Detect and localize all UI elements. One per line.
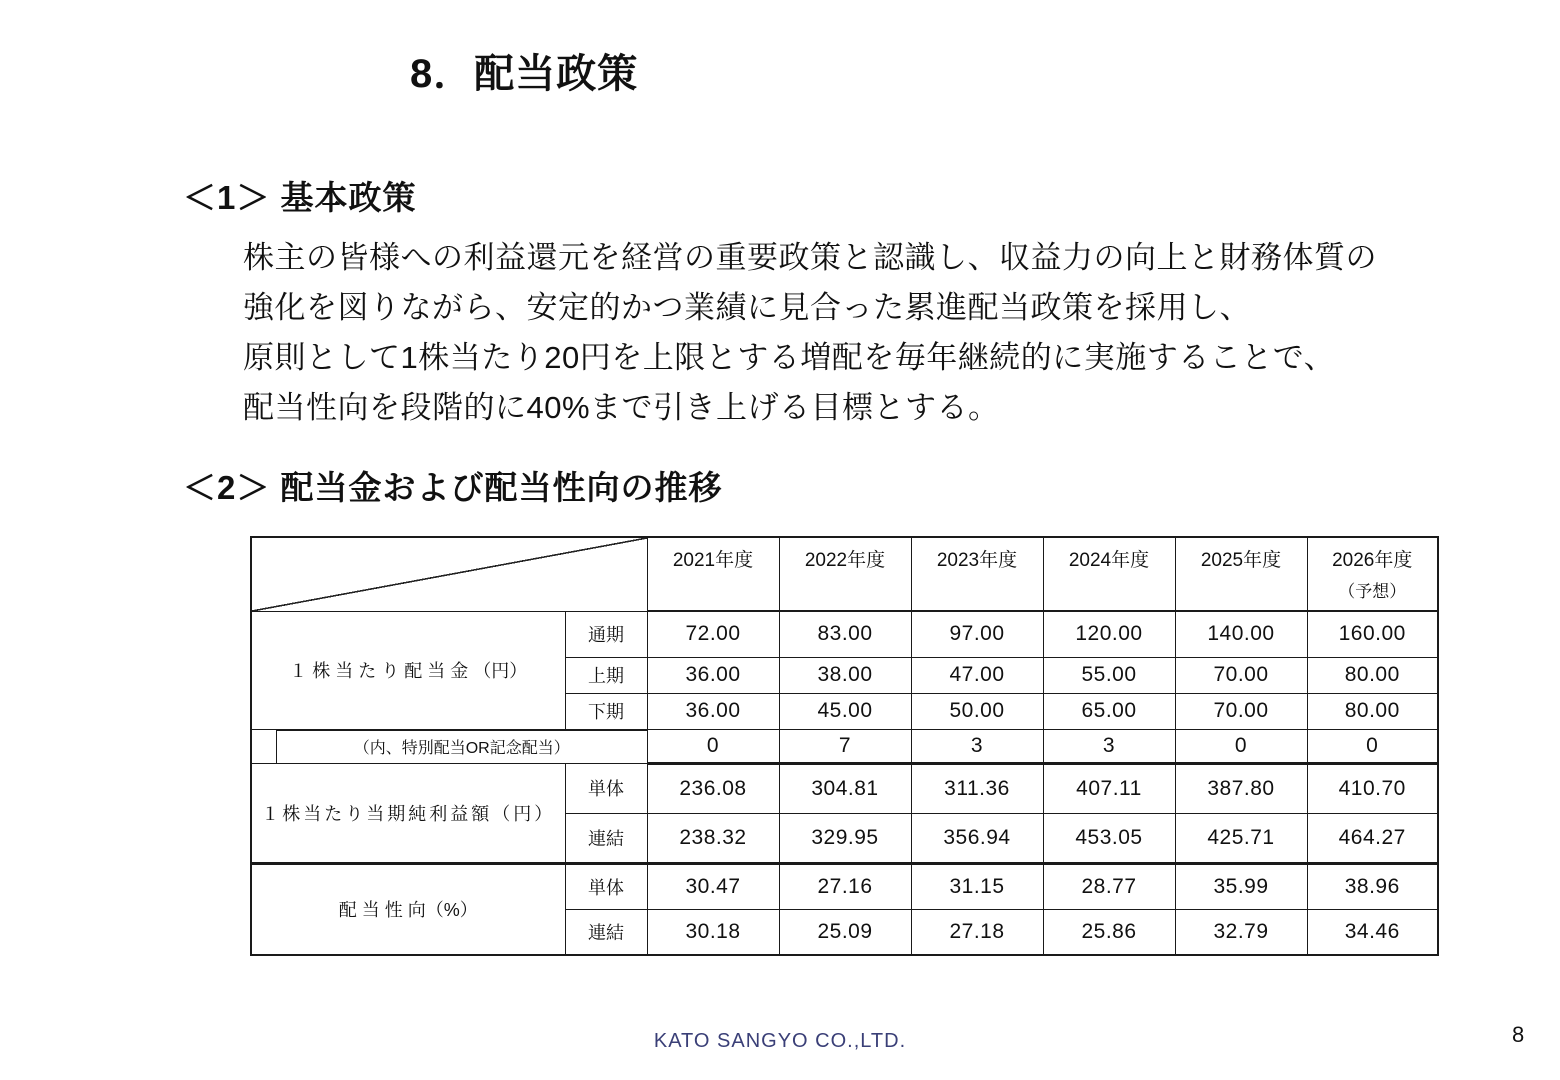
cell-dividend-h1-2026: 80.00 xyxy=(1307,657,1438,693)
cell-payout-st-2026: 38.96 xyxy=(1307,863,1438,909)
sub-label-payout-standalone: 単体 xyxy=(565,863,647,909)
row-label-payout-ratio: 配 当 性 向（%） xyxy=(251,863,565,955)
cell-dividend-h1-2025: 70.00 xyxy=(1175,657,1307,693)
cell-eps-co-2022: 329.95 xyxy=(779,813,911,863)
cell-dividend-h2-2025: 70.00 xyxy=(1175,693,1307,729)
policy-line-4: 配当性向を段階的に40%まで引き上げる目標とする。 xyxy=(243,390,1000,425)
cell-dividend-h1-2024: 55.00 xyxy=(1043,657,1175,693)
policy-line-1: 株主の皆様への利益還元を経営の重要政策と認識し、収益力の向上と財務体質の xyxy=(243,240,1377,275)
cell-dividend-h1-2021: 36.00 xyxy=(647,657,779,693)
forecast-note: （予想） xyxy=(1338,581,1407,601)
cell-payout-st-2024: 28.77 xyxy=(1043,863,1175,909)
row-label-dividend-per-share: １ 株 当 た り 配 当 金 （円） xyxy=(251,611,565,729)
cell-eps-co-2025: 425.71 xyxy=(1175,813,1307,863)
slide-title: 8．配当政策 xyxy=(410,52,639,96)
cell-dividend-full-2022: 83.00 xyxy=(779,611,911,657)
col-header-2021: 2021年度 xyxy=(647,537,779,611)
cell-dividend-h2-2023: 50.00 xyxy=(911,693,1043,729)
cell-eps-co-2023: 356.94 xyxy=(911,813,1043,863)
sub-label-eps-standalone: 単体 xyxy=(565,763,647,813)
cell-payout-st-2021: 30.47 xyxy=(647,863,779,909)
sub-label-first-half: 上期 xyxy=(565,657,647,693)
sub-label-full-year: 通期 xyxy=(565,611,647,657)
row-label-eps: １株当たり当期純利益額（円） xyxy=(251,763,565,863)
policy-line-3: 原則として1株当たり20円を上限とする増配を毎年継続的に実施することで、 xyxy=(243,340,1336,375)
cell-eps-co-2021: 238.32 xyxy=(647,813,779,863)
cell-special-2022: 7 xyxy=(779,729,911,763)
sub-label-eps-consolidated: 連結 xyxy=(565,813,647,863)
table-row-special-dividend xyxy=(251,729,1438,763)
cell-special-2021: 0 xyxy=(647,729,779,763)
table-corner-diagonal xyxy=(251,537,647,611)
cell-eps-st-2024: 407.11 xyxy=(1043,763,1175,813)
cell-payout-co-2025: 32.79 xyxy=(1175,909,1307,955)
sub-label-second-half: 下期 xyxy=(565,693,647,729)
col-header-2026-label: 2026年度 xyxy=(1332,550,1413,571)
col-header-2023: 2023年度 xyxy=(911,537,1043,611)
cell-special-2023: 3 xyxy=(911,729,1043,763)
cell-dividend-full-2025: 140.00 xyxy=(1175,611,1307,657)
col-header-2025: 2025年度 xyxy=(1175,537,1307,611)
col-header-2022: 2022年度 xyxy=(779,537,911,611)
page-number: 8 xyxy=(1512,1022,1525,1047)
cell-special-2025: 0 xyxy=(1175,729,1307,763)
cell-dividend-h2-2021: 36.00 xyxy=(647,693,779,729)
table-row-dividend-full-year xyxy=(251,611,1438,657)
basic-policy-paragraph xyxy=(243,233,1377,433)
row-label-special-dividend-cell xyxy=(251,729,647,763)
cell-payout-st-2025: 35.99 xyxy=(1175,863,1307,909)
footer-company-name: KATO SANGYO CO.,LTD. xyxy=(653,1030,907,1052)
cell-dividend-h1-2023: 47.00 xyxy=(911,657,1043,693)
cell-dividend-full-2023: 97.00 xyxy=(911,611,1043,657)
cell-dividend-h2-2022: 45.00 xyxy=(779,693,911,729)
cell-dividend-h1-2022: 38.00 xyxy=(779,657,911,693)
section2-heading: ＜2＞ 配当金および配当性向の推移 xyxy=(183,469,723,506)
dividend-table xyxy=(250,536,1439,956)
cell-dividend-full-2024: 120.00 xyxy=(1043,611,1175,657)
table-header-row xyxy=(251,537,1438,611)
policy-line-2: 強化を図りながら、安定的かつ業績に見合った累進配当政策を採用し、 xyxy=(243,290,1251,325)
cell-dividend-full-2026: 160.00 xyxy=(1307,611,1438,657)
cell-dividend-h2-2024: 65.00 xyxy=(1043,693,1175,729)
col-header-2026-forecast xyxy=(1307,537,1438,611)
cell-payout-co-2026: 34.46 xyxy=(1307,909,1438,955)
cell-dividend-h2-2026: 80.00 xyxy=(1307,693,1438,729)
cell-eps-st-2022: 304.81 xyxy=(779,763,911,813)
cell-eps-st-2023: 311.36 xyxy=(911,763,1043,813)
cell-eps-co-2026: 464.27 xyxy=(1307,813,1438,863)
section1-heading: ＜1＞ 基本政策 xyxy=(183,179,417,216)
cell-special-2024: 3 xyxy=(1043,729,1175,763)
table-row-eps-standalone xyxy=(251,763,1438,813)
cell-payout-co-2024: 25.86 xyxy=(1043,909,1175,955)
cell-payout-st-2022: 27.16 xyxy=(779,863,911,909)
cell-eps-st-2026: 410.70 xyxy=(1307,763,1438,813)
col-header-2024: 2024年度 xyxy=(1043,537,1175,611)
cell-eps-st-2025: 387.80 xyxy=(1175,763,1307,813)
cell-payout-co-2021: 30.18 xyxy=(647,909,779,955)
cell-eps-st-2021: 236.08 xyxy=(647,763,779,813)
sub-label-payout-consolidated: 連結 xyxy=(565,909,647,955)
cell-eps-co-2024: 453.05 xyxy=(1043,813,1175,863)
cell-payout-st-2023: 31.15 xyxy=(911,863,1043,909)
table-row-payout-standalone xyxy=(251,863,1438,909)
cell-payout-co-2022: 25.09 xyxy=(779,909,911,955)
cell-special-2026: 0 xyxy=(1307,729,1438,763)
row-label-special-dividend: （内、特別配当OR記念配当） xyxy=(276,730,647,763)
cell-dividend-full-2021: 72.00 xyxy=(647,611,779,657)
cell-payout-co-2023: 27.18 xyxy=(911,909,1043,955)
